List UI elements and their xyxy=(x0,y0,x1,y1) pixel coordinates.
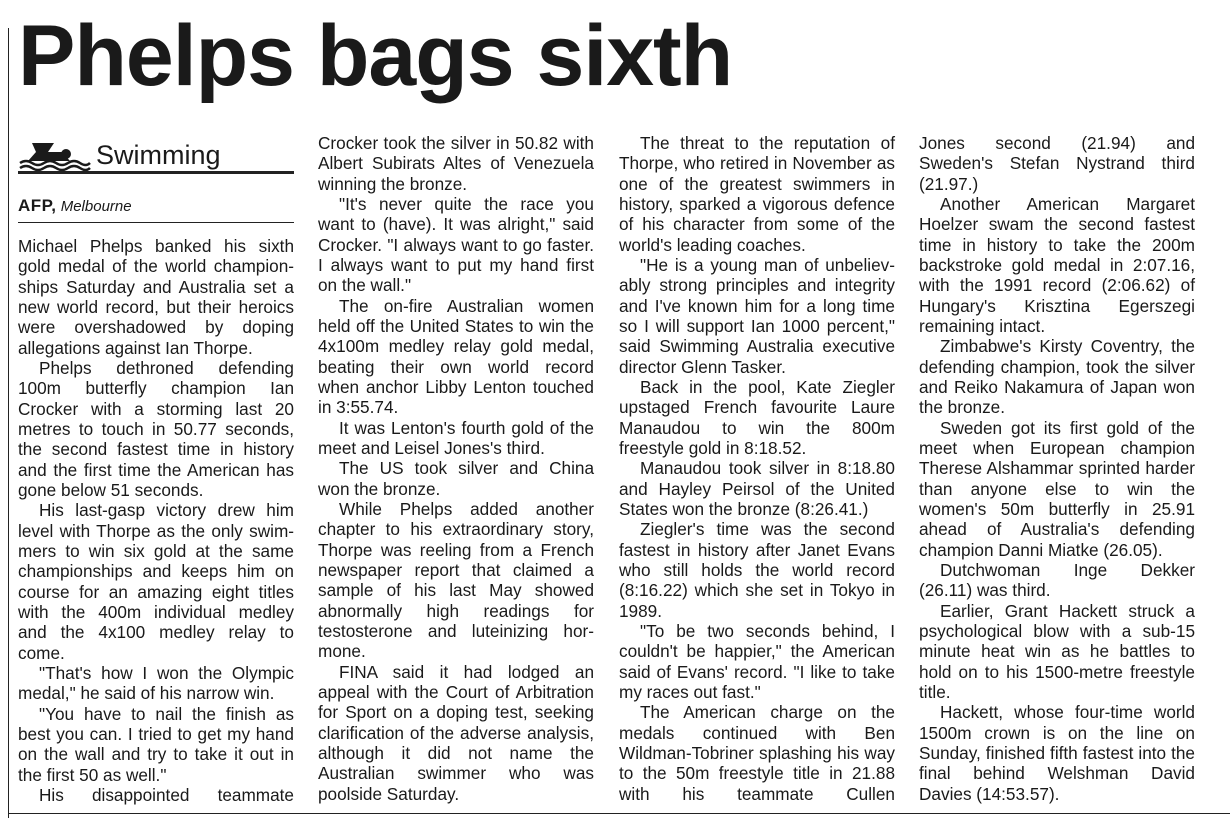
paragraph: Earlier, Grant Hackett struck a psychological blow with a sub-15 minute heat win as he battles to hold on to his 1500-metre freestyle title. xyxy=(919,600,1195,702)
section-label: Swimming xyxy=(96,140,221,170)
paragraph: Sweden got its first gold of the meet when European champion Therese Alshammar sprinted harder than anyone else to win the women's 50m butterfly in 25.91 ahead of Australia's defending champion Danni Miatke (26.05). xyxy=(919,417,1195,560)
swimmer-icon xyxy=(18,139,92,171)
paragraph: His disappointed teammate xyxy=(39,784,294,805)
article-column-2 xyxy=(318,133,594,804)
paragraph: "To be two seconds behind, I couldn't be happier," the American said of Evans' record. "I like to take my races out fast." xyxy=(619,620,895,702)
paragraph: Dutchwoman Inge Dekker (26.11) was third. xyxy=(919,559,1195,601)
paragraph: The US took silver and China won the bronze. xyxy=(318,458,594,499)
bottom-border-rule xyxy=(8,813,1230,814)
article-column-3 xyxy=(619,133,895,804)
paragraph: "That's how I won the Olympic medal," he said of his narrow win. xyxy=(18,662,294,704)
paragraph: "He is a young man of unbelievably strong principles and integrity and I've known him for a long time so I will support Ian 1000 percent," said Swimming Australia executive director Glenn Tasker. xyxy=(619,254,895,377)
paragraph: Zimbabwe's Kirsty Coventry, the defending champion, took the silver and Reiko Nakamura of Japan won the bronze. xyxy=(919,336,1195,418)
paragraph: "It's never quite the race you want to (have). It was alright," said Crocker. "I always want to go faster. I always want to put my hand first on the wall." xyxy=(318,193,594,296)
paragraph: Hackett, whose four-time world 1500m crown is on the line on Sunday, finished fifth fastest into the final behind Welshman David Davies (14:53.57). xyxy=(919,702,1195,804)
section-header xyxy=(18,133,294,174)
byline-city: Melbourne xyxy=(60,198,132,215)
paragraph: Back in the pool, Kate Ziegler upstaged French favourite Laure Manaudou to win the 800m freestyle gold in 8:18.52. xyxy=(619,376,895,458)
paragraph: Crocker took the silver in 50.82 with Albert Subirats Altes of Venezuela winning the bronze. xyxy=(318,133,594,194)
paragraph: Jones second (21.94) and Sweden's Stefan Nystrand third (21.97.) xyxy=(919,133,1195,194)
paragraph: Phelps dethroned defending 100m butterfly champion Ian Crocker with a storming last 20 metres to touch in 50.77 seconds, the second fastest time in history and the first time the American has gone below 51 seconds. xyxy=(18,357,294,500)
byline-divider xyxy=(18,222,294,223)
left-border-rule xyxy=(8,28,9,818)
article-column-1 xyxy=(18,133,294,805)
paragraph: The threat to the reputation of Thorpe, who retired in November as one of the greatest swimmers in history, sparked a vigorous defence of his character from some of the world's leading coaches. xyxy=(619,133,895,255)
headline: Phelps bags sixth xyxy=(18,8,733,104)
paragraph: The on-fire Australian women held off the United States to win the 4x100m medley relay gold medal, beating their own world record when anchor Libby Lenton touched in 3:55.74. xyxy=(318,295,594,418)
paragraph: It was Lenton's fourth gold of the meet and Leisel Jones's third. xyxy=(318,417,594,458)
paragraph: FINA said it had lodged an appeal with the Court of Arbitration for Sport on a doping test, seeking clarification of the adverse analysis, although it did not name the Australian swimmer who was poolside Saturday. xyxy=(318,661,594,804)
paragraph: Manaudou took silver in 8:18.80 and Hayley Peirsol of the United States won the bronze (8:26.41.) xyxy=(619,458,895,519)
byline-agency: AFP, xyxy=(18,196,57,215)
paragraph: Another American Margaret Hoelzer swam the second fastest time in history to take the 200m backstroke gold medal in 2:07.16, with the 1991 record (2:06.62) of Hungary's Krisztina Egerszegi remaining intact. xyxy=(919,193,1195,336)
paragraph: Ziegler's time was the second fastest in history after Janet Evans who still holds the world record (8:16.22) which she set in Tokyo in 1989. xyxy=(619,519,895,621)
paragraph: The American charge on the medals continued with Ben Wildman-Tobriner splashing his way to the 50m freestyle title in 21.88 with his teammate Cullen xyxy=(619,702,895,804)
article-column-4 xyxy=(919,133,1195,804)
paragraph: His last-gasp victory drew him level with Thorpe as the only swimmers to win six gold at the same championships and keeps him on course for an amazing eight titles with the 400m individual medley and the 4x100 medley relay to come. xyxy=(18,500,294,663)
paragraph: "You have to nail the finish as best you can. I tried to get my hand on the wall and try to take it out in the first 50 as well." xyxy=(18,703,294,785)
paragraph: While Phelps added another chapter to his extraordinary story, Thorpe was reeling from a French newspaper report that claimed a sample of his last May showed abnormally high readings for testosterone and luteinizing hormone. xyxy=(318,498,594,662)
paragraph: Michael Phelps banked his sixth gold medal of the world championships Saturday and Australia set a new world record, but their heroics were overshadowed by doping allegations against Ian Thorpe. xyxy=(18,236,294,358)
byline xyxy=(18,196,294,216)
